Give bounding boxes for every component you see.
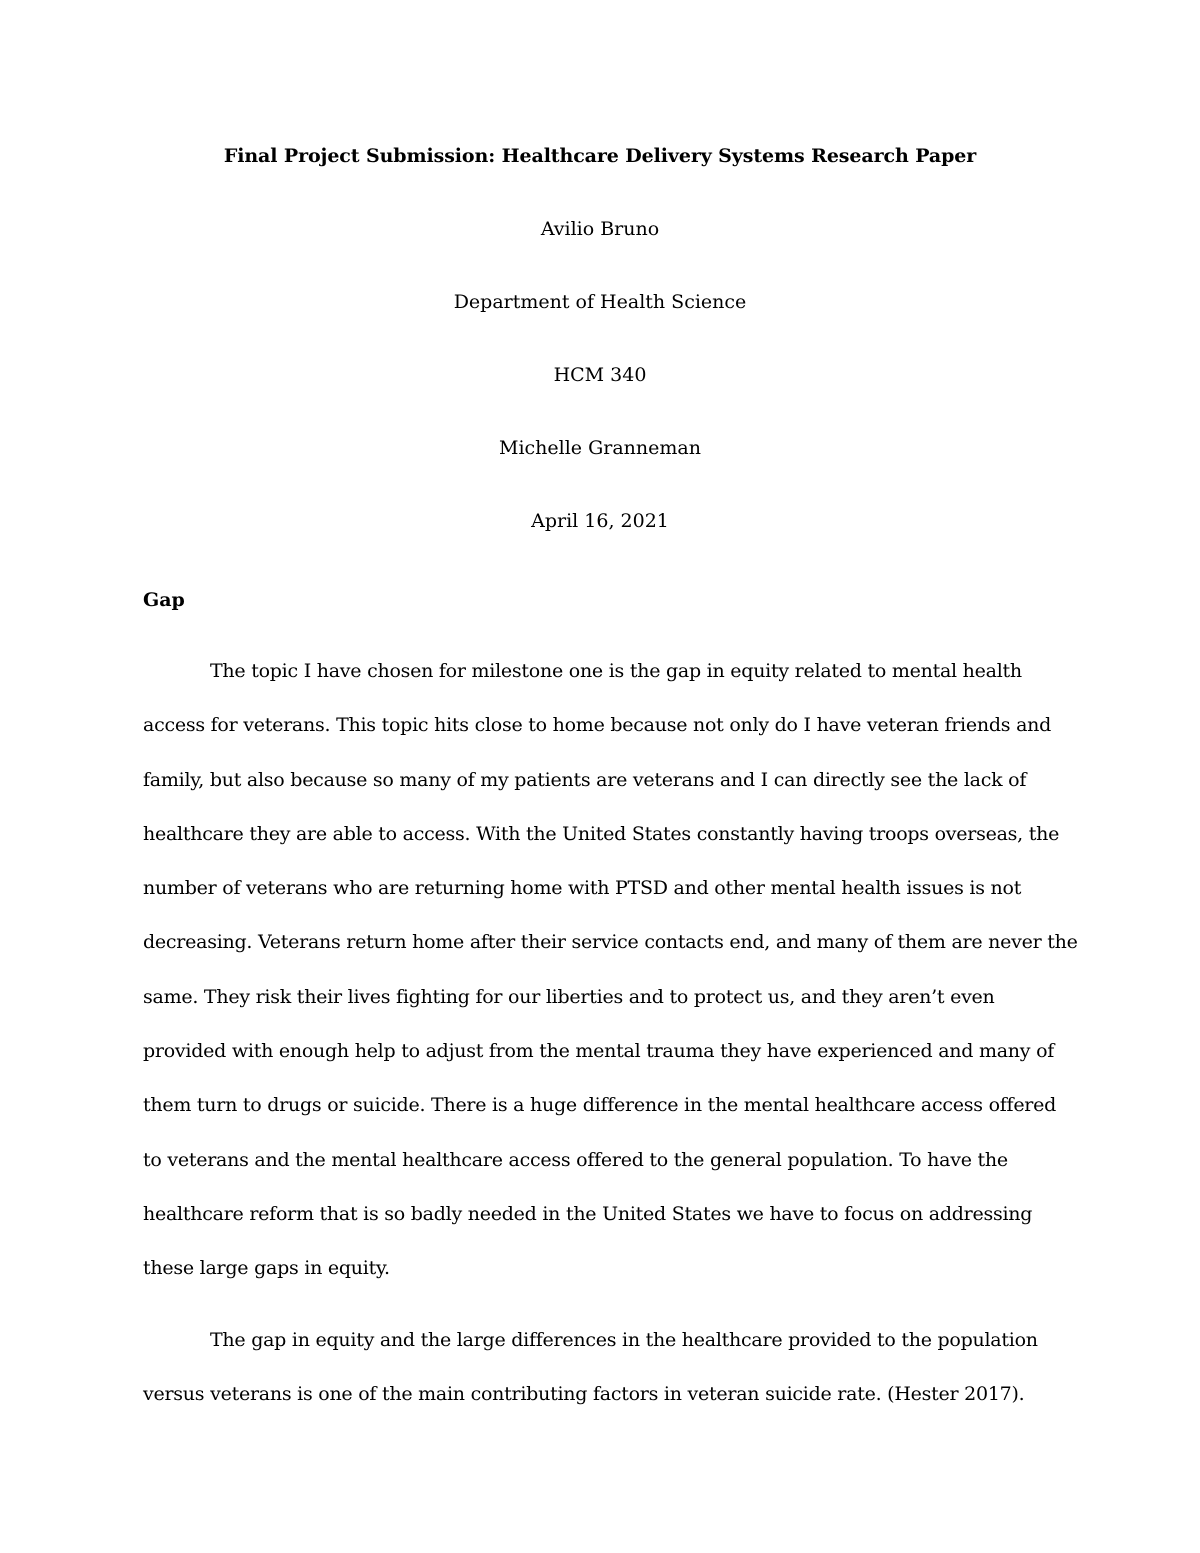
paragraph [143,1313,1063,1422]
document-title: Final Project Submission: Healthcare Delivery Systems Research Paper [223,145,977,167]
paragraph-line: family, but also because so many of my patients are veterans and I can directly see the lack of [143,768,1027,791]
instructor-name: Michelle Granneman [499,437,701,459]
paragraph-line: to veterans and the mental healthcare access offered to the general population. To have the [143,1148,1008,1171]
paragraph [143,644,1078,1296]
paragraph-line: same. They risk their lives fighting for our liberties and to protect us, and they aren’t even [143,985,995,1008]
paragraph-line: them turn to drugs or suicide. There is a huge difference in the mental healthcare access offered [143,1094,1057,1117]
course-code: HCM 340 [553,364,647,386]
paragraph-line: provided with enough help to adjust from the mental trauma they have experienced and many of [143,1040,1055,1063]
paragraph-line: healthcare reform that is so badly needed in the United States we have to focus on addressing [143,1202,1033,1225]
paragraph-line: number of veterans who are returning home with PTSD and other mental health issues is not [143,877,1022,900]
paragraph-line: The topic I have chosen for milestone one is the gap in equity related to mental health [210,660,1022,682]
department-name: Department of Health Science [453,291,747,313]
paragraph-line: healthcare they are able to access. With the United States constantly having troops overseas, the [143,822,1060,845]
author-name: Avilio Bruno [540,218,660,240]
paragraph-line: versus veterans is one of the main contributing factors in veteran suicide rate. (Hester 2017). [143,1383,1025,1406]
paragraph-line: access for veterans. This topic hits close to home because not only do I have veteran friends and [143,714,1052,737]
paragraph-line: The gap in equity and the large differences in the healthcare provided to the population [210,1329,1038,1351]
section-heading: Gap [143,589,185,611]
paragraph-line: these large gaps in equity. [143,1257,390,1280]
document-date: April 16, 2021 [531,510,669,532]
paragraph-line: decreasing. Veterans return home after their service contacts end, and many of them are never the [143,931,1078,954]
title-page-block [0,141,1200,579]
